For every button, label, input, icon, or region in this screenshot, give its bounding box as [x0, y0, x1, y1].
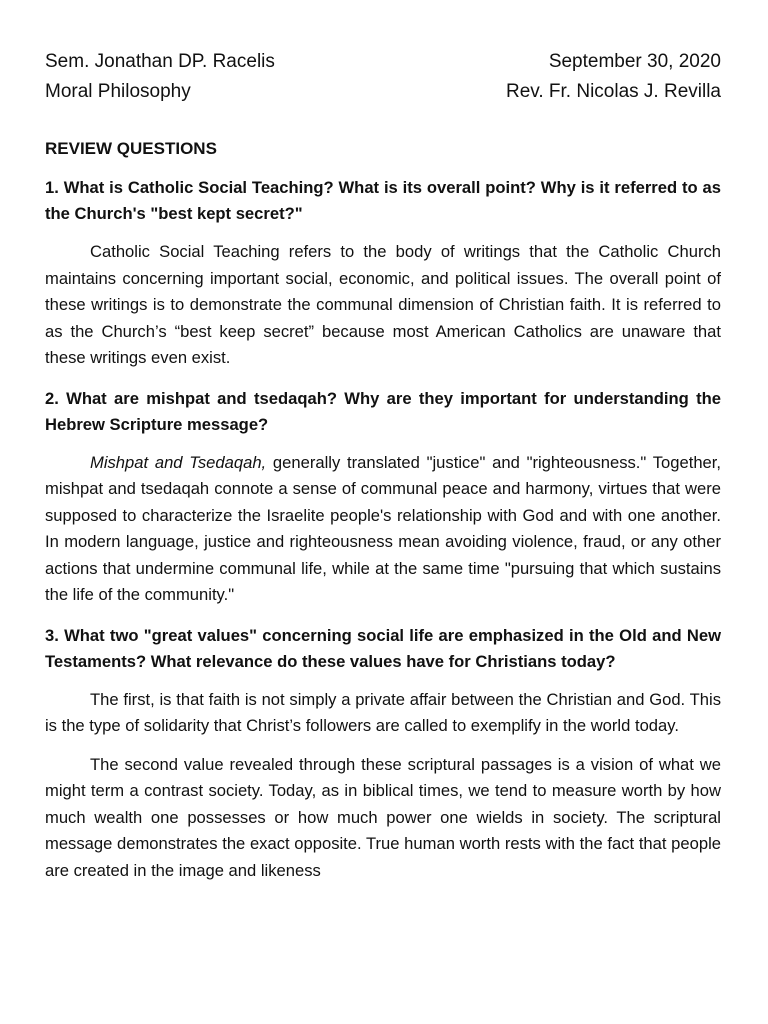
answer-3-paragraph-1: The first, is that faith is not simply a private affair between the Christian and God. This is the type of solidarity that Christ’s followers are called to exemplify in the world today.: [45, 689, 721, 735]
document-date: September 30, 2020: [548, 51, 721, 72]
answer-1: Catholic Social Teaching refers to the body of writings that the Catholic Church maintains concerning important social, economic, and political issues. The overall point of these writings is to demonstrate the communal dimension of Christian faith. It is referred to as the Church’s “best keep secret” because most American Catholics are unaware that these writings even exist.: [45, 242, 721, 367]
question-2: 2. What are mishpat and tsedaqah? Why are they important for understanding the Hebrew Scripture message?: [45, 388, 721, 434]
document-page: [45, 47, 721, 884]
instructor-name: Rev. Fr. Nicolas J. Revilla: [505, 81, 721, 102]
course-name: Moral Philosophy: [45, 81, 191, 102]
header-row-1: [45, 47, 721, 77]
question-3: 3. What two "great values" concerning social life are emphasized in the Old and New Testaments? What relevance do these values have for Christians today?: [45, 625, 721, 671]
answer-2: [45, 450, 721, 609]
question-1: 1. What is Catholic Social Teaching? What is its overall point? Why is it referred to as the Church's "best kept secret?": [45, 178, 721, 223]
section-title: REVIEW QUESTIONS: [45, 139, 217, 158]
answer-3-paragraph-2: The second value revealed through these scriptural passages is a vision of what we might term a contrast society. Today, as in biblical times, we tend to measure worth by how much wealth one possesses or how much power one wields in society. The scriptural message demonstrates the exact opposite. True human worth rests with the fact that people are created in the image and likeness: [45, 754, 721, 880]
answer-2-text: generally translated "justice" and "righteousness." Together, mishpat and tsedaqah connote a sense of communal peace and harmony, virtues that were supposed to characterize the Israelite people's relationship with God and with one another. In modern language, justice and righteousness mean avoiding violence, fraud, or any other actions that undermine communal life, while at the same time "pursuing that which sustains the life of the community.": [45, 452, 721, 604]
author-name: Sem. Jonathan DP. Racelis: [45, 51, 275, 72]
header-row-2: [45, 77, 721, 107]
answer-2-italic-terms: Mishpat and Tsedaqah,: [90, 452, 267, 472]
